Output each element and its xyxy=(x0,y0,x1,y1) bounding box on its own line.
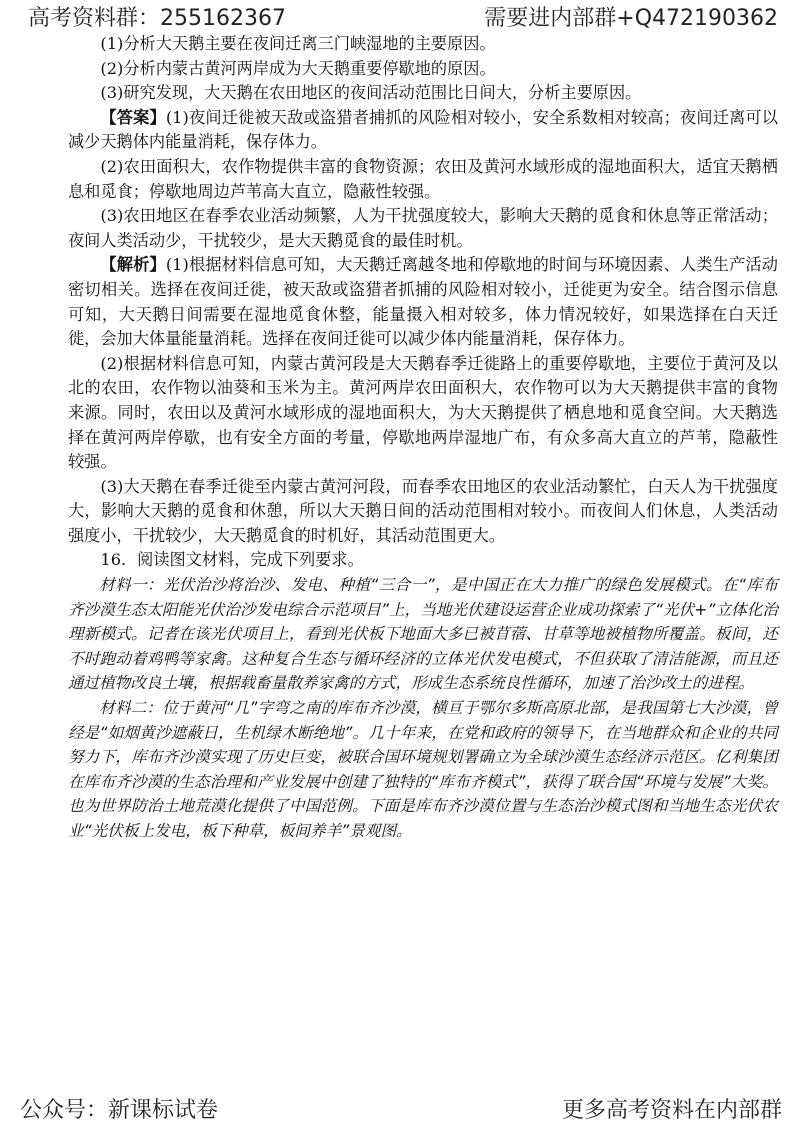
header-left-text: 高考资料群：255162367 xyxy=(28,6,286,31)
document-body xyxy=(68,32,778,844)
question-16-title: 16．阅读图文材料，完成下列要求。 xyxy=(100,550,364,570)
question-2: (2)分析内蒙古黄河两岸成为大天鹅重要停歇地的原因。 xyxy=(100,58,496,78)
footer-right-text: 更多高考资料在内部群 xyxy=(561,1098,782,1123)
page-header xyxy=(0,4,800,34)
question-3: (3)研究发现，大天鹅在农田地区的夜间活动范围比日间大，分析主要原因。 xyxy=(100,83,642,103)
analysis-3: (3)大天鹅在春季迁徙至内蒙古黄河河段，而春季农田地区的农业活动繁忙，白天人为干扰强度大，影响大天鹅的觅食和休憩，所以大天鹅日间的活动范围相对较小。而夜间人们休息，人类活动强度小，干扰较少，大天鹅觅食的时机好，其活动范围更大。 xyxy=(68,476,778,545)
analysis-1 xyxy=(68,253,778,351)
answer-1 xyxy=(68,106,778,155)
analysis-2: (2)根据材料信息可知，内蒙古黄河段是大天鹅春季迁徙路上的重要停歇地，主要位于黄河及以北的农田，农作物以油葵和玉米为主。黄河两岸农田面积大，农作物可以为大天鹅提供丰富的食物来源。同时，农田以及黄河水域形成的湿地面积大，为大天鹅提供了栖息地和觅食空间。大天鹅选择在黄河两岸停歇，也有安全方面的考量，停歇地两岸湿地广布，有众多高大直立的芦苇，隐蔽性较强。 xyxy=(68,353,778,472)
analysis-1-text: (1)根据材料信息可知，大天鹅迁离越冬地和停歇地的时间与环境因素、人类生产活动密切相关。选择在夜间迁徙，被天敌或盗猎者抓捕的风险相对较小，迁徙更为安全。结合图示信息可知，大天鹅日间需要在湿地觅食休整，能量摄入相对较多，体力情况较好，如果选择在白天迁徙，会加大体量能量消耗。选择在夜间迁徙可以减少体内能量消耗，保存体力。 xyxy=(68,255,778,349)
material-2: 材料二：位于黄河“几”字弯之南的库布齐沙漠，横亘于鄂尔多斯高原北部，是我国第七大沙漠，曾经是“如烟黄沙遮蔽日，生机绿木断绝地”。几十年来，在党和政府的领导下，在当地群众和企业的共同努力下，库布齐沙漠实现了历史巨变，被联合国环境规划署确立为全球沙漠生态经济示范区。亿利集团在库布齐沙漠的生态治理和产业发展中创建了独特的“库布齐模式”，获得了联合国“环境与发展”大奖。也为世界防治土地荒漠化提供了中国范例。下面是库布齐沙漠位置与生态治沙模式图和当地生态光伏农业“光伏板上发电，板下种草，板间养羊”景观图。 xyxy=(68,699,778,840)
question-1: (1)分析大天鹅主要在夜间迁离三门峡湿地的主要原因。 xyxy=(100,34,496,53)
page-footer xyxy=(0,1094,800,1128)
header-right-text: 需要进内部群+Q472190362 xyxy=(484,6,778,31)
answer-3: (3)农田地区在春季农业活动频繁，人为干扰强度较大，影响大天鹅的觅食和休息等正常活动；夜间人类活动少，干扰较少，是大天鹅觅食的最佳时机。 xyxy=(68,206,778,250)
answer-2: (2)农田面积大，农作物提供丰富的食物资源；农田及黄河水域形成的湿地面积大，适宜天鹅栖息和觅食；停歇地周边芦苇高大直立，隐蔽性较强。 xyxy=(68,156,778,201)
material-1: 材料一：光伏治沙将治沙、发电、种植“三合一”，是中国正在大力推广的绿色发展模式。在“库布齐沙漠生态太阳能光伏治沙发电综合示范项目”上，当地光伏建设运营企业成功探索了“光伏+”立体化治理新模式。记者在该光伏项目上，看到光伏板下地面大多已被苜蓿、甘草等地被植物所覆盖。板间，还不时跑动着鸡鸭等家禽。这种复合生态与循环经济的立体光伏发电模式，不但获取了清洁能源，而且还通过植物改良土壤，根据载畜量散养家禽的方式，形成生态系统良性循环，加速了治沙改土的进程。 xyxy=(68,576,778,693)
answer-tag: 【答案】 xyxy=(100,107,166,127)
footer-left-text: 公众号：新课标试卷 xyxy=(20,1098,219,1123)
answer-1-text: (1)夜间迁徙被天敌或盗猎者捕抓的风险相对较小，安全系数相对较高；夜间迁离可以减少天鹅体内能量消耗，保存体力。 xyxy=(68,107,778,152)
analysis-tag: 【解析】 xyxy=(100,255,166,275)
